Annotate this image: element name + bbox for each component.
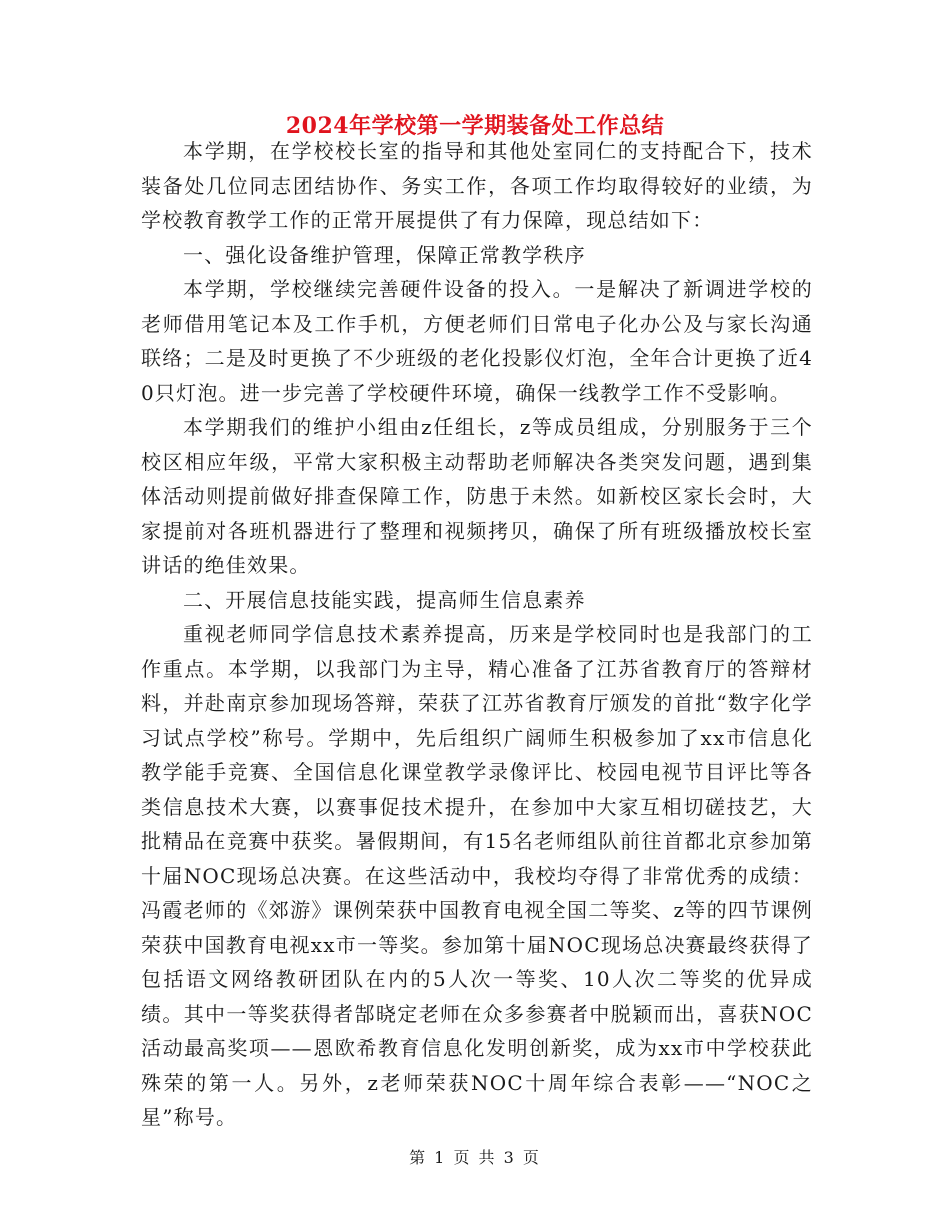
section-1-paragraph-2: 本学期我们的维护小组由z任组长，z等成员组成，分别服务于三个校区相应年级，平常大家积极主动帮助老师解决各类突发问题，遇到集体活动则提前做好排查保障工作，防患于未然。如新校区家长会时，大家提前对各班机器进行了整理和视频拷贝，确保了所有班级播放校长室讲话的绝佳效果。 [141,415,813,577]
section-heading-1: 一、强化设备维护管理，保障正常教学秩序 [183,242,586,267]
section-1-paragraph-1: 本学期，学校继续完善硬件设备的投入。一是解决了新调进学校的老师借用笔记本及工作手机，方便老师们日常电子化办公及与家长沟通联络；二是及时更换了不少班级的老化投影仪灯泡，全年合计更换了近40只灯泡。进一步完善了学校硬件环境，确保一线教学工作不受影响。 [141,277,813,405]
section-heading-2: 二、开展信息技能实践，提高师生信息素养 [183,587,586,612]
document-title: 2024年学校第一学期装备处工作总结 [285,113,665,139]
page-footer: 第 1 页 共 3 页 [409,1148,541,1167]
section-2-paragraph-1: 重视老师同学信息技术素养提高，历来是学校同时也是我部门的工作重点。本学期，以我部门为主导，精心准备了江苏省教育厅的答辩材料，并赴南京参加现场答辩，荣获了江苏省教育厅颁发的首批“数字化学习试点学校”称号。学期中，先后组织广阔师生积极参加了xx市信息化教学能手竞赛、全国信息化课堂教学录像评比、校园电视节目评比等各类信息技术大赛，以赛事促技术提升，在参加中大家互相切磋技艺，大批精品在竞赛中获奖。暑假期间，有15名老师组队前往首都北京参加第十届NOC现场总决赛。在这些活动中，我校均夺得了非常优秀的成绩：冯霞老师的《郊游》课例荣获中国教育电视全国二等奖、z等的四节课例荣获中国教育电视xx市一等奖。参加第十届NOC现场总决赛最终获得了包括语文网络教研团队在内的5人次一等奖、10人次二等奖的优异成绩。其中一等奖获得者郜晓定老师在众多参赛者中脱颖而出，喜获NOC活动最高奖项——恩欧希教育信息化发明创新奖，成为xx市中学校获此殊荣的第一人。另外，z老师荣获NOC十周年综合表彰——“NOC之星”称号。 [141,622,813,1129]
document-body [141,134,813,1135]
intro-paragraph: 本学期，在学校校长室的指导和其他处室同仁的支持配合下，技术装备处几位同志团结协作、务实工作，各项工作均取得较好的业绩，为学校教育教学工作的正常开展提供了有力保障，现总结如下： [141,139,813,232]
